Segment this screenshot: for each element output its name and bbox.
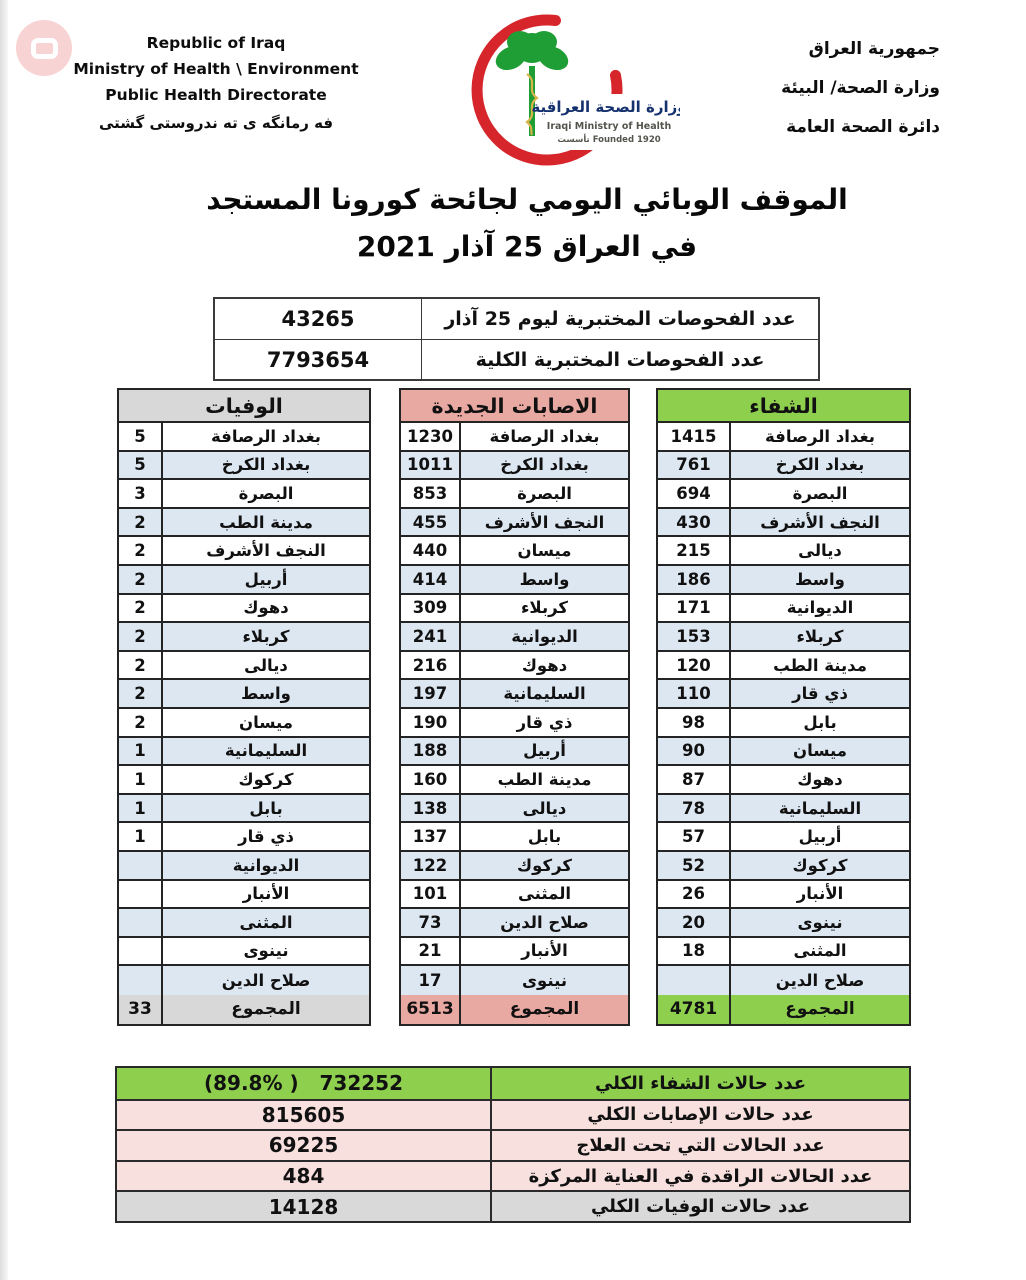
deaths-total-label: المجموع [231,999,301,1020]
province-name-cell: ميسان [238,712,294,732]
province-name-cell: بغداد الرصافة [489,426,600,446]
province-name-cell: مدينة الطب [497,769,592,789]
province-name-cell: ذي قار [238,827,294,847]
province-name-cell: السليمانية [224,741,308,761]
province-name-cell: بابل [527,827,562,847]
province-name-cell: مدينة الطب [773,655,867,675]
province-count-cell: 18 [658,938,731,965]
logo-graphic [442,8,680,170]
province-count-cell: 3 [119,480,163,507]
province-row [119,566,369,595]
province-name-cell: البصرة [792,483,848,503]
header-line: وزارة الصحة/ البيئة [781,78,940,98]
logo-arabic-name: وزارة الصحة العراقية [531,98,680,116]
tests-value-cell: 7793654 [215,340,422,379]
province-row [401,938,628,967]
province-name-cell: المثنى [793,941,847,961]
province-name-cell: نينوى [521,971,568,991]
province-name-cell: الديوانية [786,598,854,618]
province-row [119,966,369,995]
province-row [119,680,369,709]
tests-label-cell: عدد الفحوصات المختبرية الكلية [475,348,765,371]
summary-value-cell: 69225 [117,1131,492,1160]
province-row [119,709,369,738]
province-name-cell: بغداد الكرخ [500,455,589,475]
province-row [401,881,628,910]
province-count-cell: 57 [658,823,731,850]
province-name-cell: بابل [249,798,283,818]
recoveries-total-value: 4781 [658,995,731,1024]
province-name-cell: النجف الأشرف [484,512,605,532]
summary-label-cell: عدد الحالات التي تحت العلاج [576,1134,825,1156]
province-name-cell: كربلاء [796,626,844,646]
province-count-cell: 1011 [401,452,461,479]
province-row [401,452,628,481]
province-name-cell: كربلاء [520,598,569,618]
province-name-cell: الأنبار [521,941,568,961]
province-count-cell: 98 [658,709,731,736]
province-row [401,652,628,681]
province-name-cell: بغداد الرصافة [765,426,875,446]
province-name-cell: البصرة [238,483,294,503]
header-english-block [68,30,364,136]
province-name-cell: نينوى [243,941,289,961]
province-row [658,938,909,967]
province-name-cell: صلاح الدين [775,971,865,991]
province-name-cell: كركوك [792,855,848,875]
province-name-cell: دهوك [243,598,289,618]
summary-row [117,1190,909,1221]
province-count-cell: 171 [658,595,731,622]
deaths-table [117,388,371,1026]
province-name-cell: واسط [795,569,845,589]
province-count-cell: 1 [119,795,163,822]
new-cases-table-body [401,423,628,995]
province-name-cell: السليمانية [778,798,862,818]
province-name-cell: أربيل [523,741,566,761]
new-cases-table-title: الاصابات الجديدة [401,390,628,423]
province-count-cell: 122 [401,852,461,879]
province-name-cell: المثنى [517,884,572,904]
header-arabic-block [700,30,940,147]
province-count-cell [658,966,731,995]
province-name-cell: بغداد الكرخ [221,455,311,475]
summary-label-cell: عدد الحالات الراقدة في العناية المركزة [528,1165,873,1187]
new-cases-total-label: المجموع [509,999,580,1020]
province-row [658,766,909,795]
title-line-2: في العراق 25 آذار 2021 [356,230,698,263]
province-row [401,766,628,795]
province-row [401,680,628,709]
province-name-cell: واسط [241,684,291,704]
province-count-cell: 761 [658,452,731,479]
ministry-of-health-logo [442,8,680,170]
tests-label-cell: عدد الفحوصات المختبرية ليوم 25 آذار [444,308,796,330]
province-row [119,452,369,481]
summary-row [117,1160,909,1191]
province-row [658,423,909,452]
province-count-cell: 440 [401,537,461,564]
province-count-cell: 455 [401,509,461,536]
province-name-cell: أربيل [244,569,288,589]
new-cases-total-row [401,995,628,1024]
province-name-cell: ميسان [792,741,848,761]
province-count-cell: 2 [119,509,163,536]
province-row [658,709,909,738]
province-row [119,537,369,566]
province-row [119,852,369,881]
logo-english-name: Iraqi Ministry of Health [546,121,672,132]
summary-label-cell: عدد حالات الشفاء الكلي [594,1072,807,1094]
province-row [401,480,628,509]
province-row [401,423,628,452]
province-row [658,509,909,538]
province-row [401,595,628,624]
province-name-cell: بابل [803,712,837,732]
province-name-cell: النجف الأشرف [760,512,880,532]
province-count-cell: 2 [119,680,163,707]
province-row [658,537,909,566]
summary-row [117,1068,909,1099]
summary-value-cell: 815605 [117,1101,492,1130]
province-name-cell: الديوانية [511,626,578,646]
province-row [658,623,909,652]
province-count-cell: 5 [119,423,163,450]
province-row [119,738,369,767]
province-name-cell: ذي قار [516,712,573,732]
rounded-rect-glyph [31,38,58,59]
province-name-cell: دهوك [521,655,568,675]
summary-label-cell: عدد حالات الإصابات الكلي [587,1104,814,1126]
summary-value-cell: 14128 [117,1192,492,1221]
province-count-cell: 309 [401,595,461,622]
province-row [401,509,628,538]
deaths-table-body [119,423,369,995]
province-count-cell: 197 [401,680,461,707]
province-name-cell: واسط [519,569,570,589]
header-line: جمهورية العراق [808,39,940,59]
province-count-cell [119,909,163,936]
province-row [658,480,909,509]
province-count-cell [119,852,163,879]
header-kurdish-line: فه رمانگه ی ته ندروستی گشتی [98,114,334,132]
province-name-cell: ديالى [798,541,842,561]
recoveries-table-body [658,423,909,995]
province-row [119,823,369,852]
province-count-cell: 87 [658,766,731,793]
province-count-cell: 101 [401,881,461,908]
province-name-cell: نينوى [797,912,843,932]
province-count-cell: 90 [658,738,731,765]
province-count-cell: 1230 [401,423,461,450]
province-count-cell [119,966,163,995]
recoveries-table [656,388,911,1026]
province-count-cell: 2 [119,652,163,679]
totals-summary-table [115,1066,911,1223]
province-row [119,795,369,824]
province-count-cell: 17 [401,966,461,995]
province-row [658,823,909,852]
province-count-cell: 2 [119,537,163,564]
province-name-cell: كركوك [238,769,294,789]
province-count-cell: 186 [658,566,731,593]
summary-row [117,1099,909,1130]
province-name-cell: المثنى [239,912,293,932]
summary-value-cell: (89.8% ) 732252 [117,1068,492,1099]
new-cases-table [399,388,630,1026]
province-count-cell: 1 [119,766,163,793]
report-title [14,176,1026,270]
province-count-cell: 78 [658,795,731,822]
province-row [401,795,628,824]
province-row [119,881,369,910]
province-count-cell: 190 [401,709,461,736]
province-row [401,566,628,595]
logo-founded-line: تأسست Founded 1920 [557,135,661,145]
province-count-cell: 2 [119,566,163,593]
province-count-cell: 73 [401,909,461,936]
province-row [658,452,909,481]
province-row [658,795,909,824]
province-row [401,852,628,881]
title-line-1: الموقف الوبائي اليومي لجائحة كورونا المستجد [206,183,848,216]
province-row [658,909,909,938]
app-watermark-icon [16,20,72,76]
summary-value-cell: 484 [117,1162,492,1191]
province-row [658,595,909,624]
province-count-cell: 20 [658,909,731,936]
province-row [119,909,369,938]
province-row [119,766,369,795]
province-row [119,623,369,652]
province-row [401,537,628,566]
province-row [401,623,628,652]
province-name-cell: بغداد الكرخ [775,455,865,475]
province-count-cell: 1415 [658,423,731,450]
province-row [119,509,369,538]
province-name-cell: الأنبار [796,884,844,904]
deaths-table-title: الوفيات [119,390,369,423]
summary-row [117,1129,909,1160]
province-row [401,823,628,852]
province-name-cell: كركوك [517,855,572,875]
province-row [658,966,909,995]
province-count-cell: 241 [401,623,461,650]
province-row [119,480,369,509]
province-count-cell: 216 [401,652,461,679]
province-name-cell: بغداد الرصافة [211,426,321,446]
province-name-cell: كربلاء [242,626,290,646]
province-count-cell: 1 [119,738,163,765]
province-count-cell: 2 [119,595,163,622]
province-count-cell: 5 [119,452,163,479]
recoveries-table-title: الشفاء [658,390,909,423]
province-row [401,966,628,995]
province-name-cell: الديوانية [232,855,300,875]
province-name-cell: صلاح الدين [221,971,311,991]
province-row [658,738,909,767]
province-count-cell: 430 [658,509,731,536]
deaths-total-value: 33 [119,995,163,1024]
province-name-cell: ذي قار [792,684,848,704]
province-count-cell: 414 [401,566,461,593]
tests-row [215,299,818,339]
province-row [119,938,369,967]
summary-label-cell: عدد حالات الوفيات الكلي [590,1196,811,1218]
tests-value-cell: 43265 [215,299,422,339]
province-name-cell: مدينة الطب [219,512,313,532]
province-row [658,852,909,881]
province-count-cell: 137 [401,823,461,850]
province-row [658,566,909,595]
province-row [119,423,369,452]
header-line: Republic of Iraq [146,34,286,52]
province-count-cell: 153 [658,623,731,650]
province-name-cell: صلاح الدين [500,912,589,932]
photo-edge [0,0,8,1280]
province-row [658,881,909,910]
province-count-cell: 215 [658,537,731,564]
province-name-cell: الأنبار [242,884,290,904]
province-row [658,680,909,709]
province-count-cell: 853 [401,480,461,507]
recoveries-total-row [658,995,909,1024]
new-cases-total-value: 6513 [401,995,461,1024]
province-count-cell: 160 [401,766,461,793]
recoveries-total-label: المجموع [785,999,855,1020]
province-name-cell: البصرة [517,483,572,503]
province-count-cell [119,938,163,965]
province-count-cell: 52 [658,852,731,879]
tests-row [215,339,818,379]
province-count-cell: 694 [658,480,731,507]
province-count-cell: 21 [401,938,461,965]
deaths-total-row [119,995,369,1024]
province-count-cell: 120 [658,652,731,679]
header-line: Public Health Directorate [105,86,327,104]
province-row [119,652,369,681]
province-count-cell: 138 [401,795,461,822]
province-name-cell: ديالى [244,655,288,675]
province-count-cell: 1 [119,823,163,850]
province-name-cell: دهوك [797,769,843,789]
header-line: دائرة الصحة العامة [786,117,940,137]
province-name-cell: أربيل [798,827,842,847]
province-row [401,709,628,738]
province-row [658,652,909,681]
lab-tests-table [213,297,820,381]
province-name-cell: السليمانية [503,684,586,704]
province-row [119,595,369,624]
province-name-cell: ديالى [522,798,567,818]
province-count-cell: 2 [119,709,163,736]
province-name-cell: ميسان [517,541,572,561]
province-row [401,738,628,767]
province-row [401,909,628,938]
province-count-cell: 2 [119,623,163,650]
header-line: Ministry of Health \ Environment [73,60,359,78]
province-count-cell: 110 [658,680,731,707]
province-count-cell: 26 [658,881,731,908]
province-count-cell: 188 [401,738,461,765]
province-name-cell: النجف الأشرف [206,541,326,561]
province-count-cell [119,881,163,908]
